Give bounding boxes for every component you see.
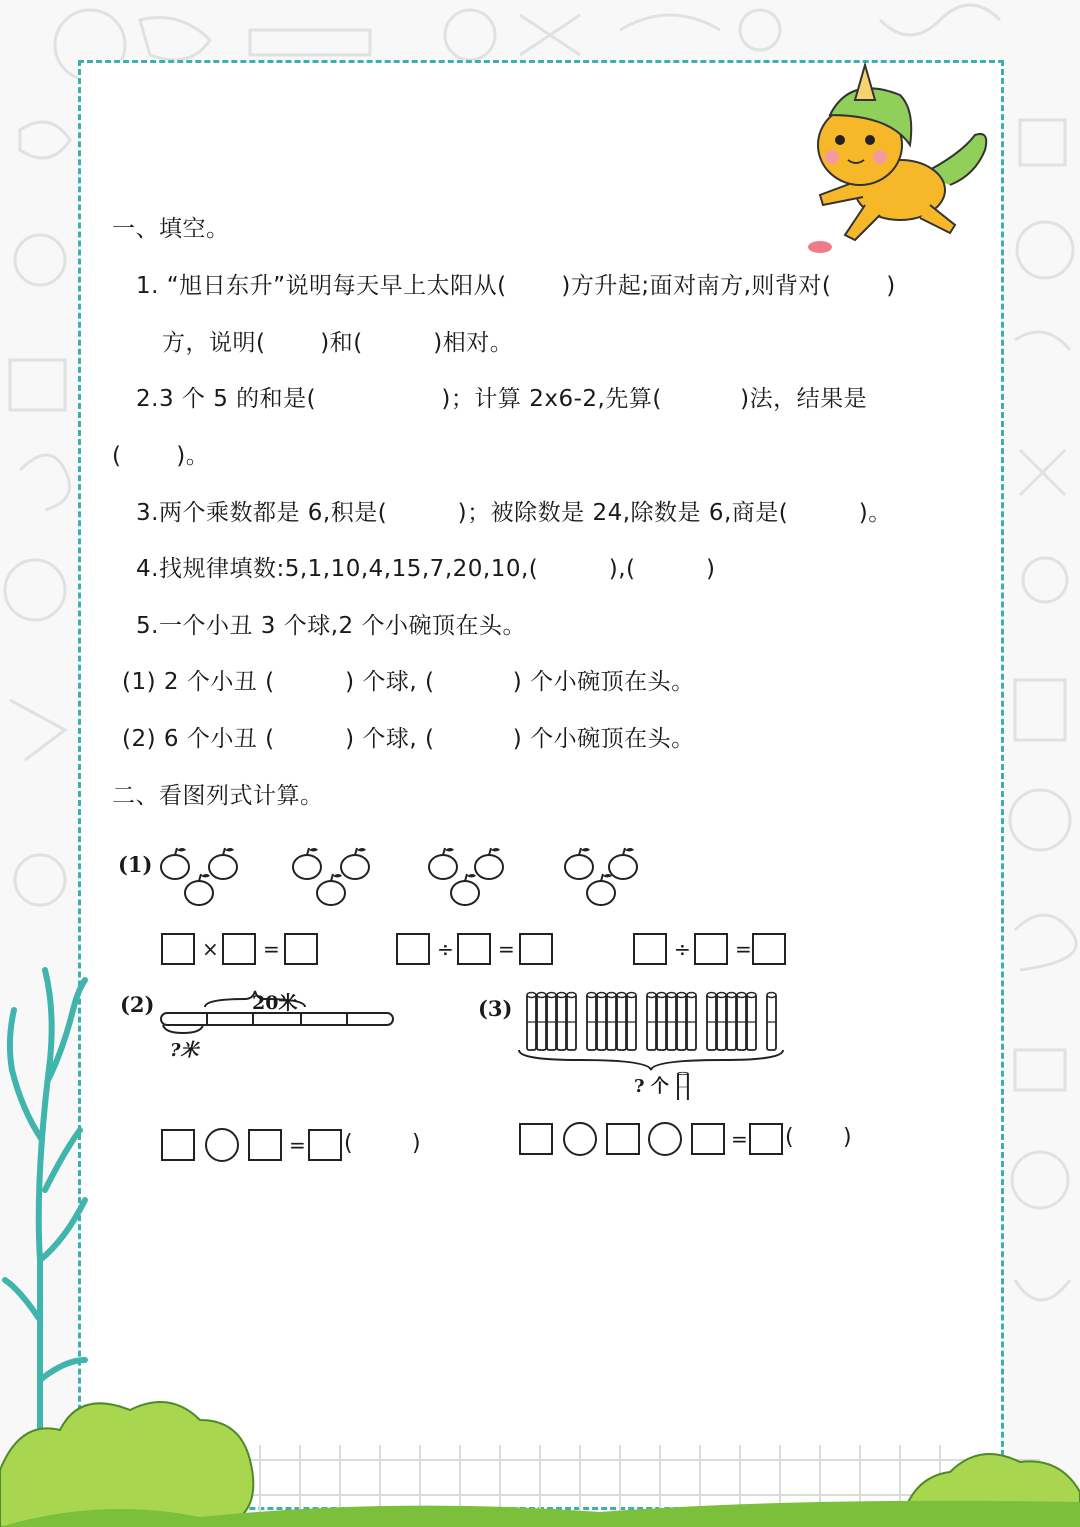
- answer-box[interactable]: [606, 1123, 640, 1155]
- answer-box[interactable]: [519, 1123, 553, 1155]
- equals-sign: =: [498, 937, 515, 961]
- operator-circle[interactable]: [563, 1122, 597, 1156]
- question-3: 3.两个乘数都是 6,积是( )；被除数是 24,除数是 6,商是( )。: [136, 500, 892, 526]
- answer-box[interactable]: [161, 1129, 195, 1161]
- apple-group-3: [429, 848, 503, 905]
- bush-illustration: [0, 1400, 1080, 1527]
- apple-group-1: [161, 848, 237, 905]
- question-2-line2: ( )。: [112, 443, 210, 469]
- question-2-line1: 2.3 个 5 的和是( )；计算 2x6-2,先算( )法，结果是: [136, 386, 868, 412]
- problem-2-label: (2): [120, 992, 155, 1017]
- operator-circle[interactable]: [205, 1128, 239, 1162]
- times-sign: ×: [202, 937, 219, 961]
- apple-groups: [155, 845, 655, 915]
- question-5-part1: (1) 2 个小丑 ( ) 个球, ( ) 个小碗顶在头。: [122, 669, 695, 695]
- equals-sign: =: [289, 1133, 306, 1157]
- question-1-line1: 1. “旭日东升”说明每天早上太阳从( )方升起;面对南方,则背对( ): [136, 273, 896, 299]
- divide-sign: ÷: [674, 937, 691, 961]
- equals-sign: =: [731, 1127, 748, 1151]
- question-1-line2: 方，说明( )和( )相对。: [162, 330, 514, 356]
- answer-box[interactable]: [519, 933, 553, 965]
- apple-group-2: [293, 848, 369, 905]
- answer-box[interactable]: [694, 933, 728, 965]
- equals-sign: =: [735, 937, 752, 961]
- section2-title: 二、看图列式计算。: [112, 783, 324, 809]
- operator-circle[interactable]: [648, 1122, 682, 1156]
- unit-paren-open: (: [785, 1125, 794, 1150]
- answer-box[interactable]: [752, 933, 786, 965]
- unicorn-illustration: [800, 55, 1000, 255]
- answer-box[interactable]: [308, 1129, 342, 1161]
- answer-box[interactable]: [691, 1123, 725, 1155]
- problem-1-label: (1): [118, 852, 153, 877]
- unit-paren-open: (: [344, 1131, 353, 1156]
- segment-part-label: ?米: [170, 1040, 199, 1061]
- section1-title: 一、填空。: [112, 216, 230, 242]
- cylinder-group-4: [707, 993, 756, 1051]
- cylinder-total-label: ? 个: [634, 1076, 669, 1097]
- cylinder-group-3: [647, 993, 696, 1051]
- answer-box[interactable]: [248, 1129, 282, 1161]
- unit-paren-close: ): [412, 1131, 421, 1156]
- equals-sign: =: [263, 937, 280, 961]
- divide-sign: ÷: [437, 937, 454, 961]
- cylinder-group-1: [527, 993, 576, 1051]
- answer-box[interactable]: [284, 933, 318, 965]
- problem-3-label: (3): [478, 996, 513, 1021]
- answer-box[interactable]: [161, 933, 195, 965]
- answer-box[interactable]: [749, 1123, 783, 1155]
- question-5: 5.一个小丑 3 个球,2 个小碗顶在头。: [136, 613, 526, 639]
- segment-total-label: 20米: [252, 992, 298, 1014]
- question-5-part2: (2) 6 个小丑 ( ) 个球, ( ) 个小碗顶在头。: [122, 726, 695, 752]
- answer-box[interactable]: [396, 933, 430, 965]
- answer-box[interactable]: [457, 933, 491, 965]
- question-4: 4.找规律填数:5,1,10,4,15,7,20,10,( ),( ): [136, 556, 716, 582]
- cylinder-group-2: [587, 993, 636, 1051]
- unit-paren-close: ): [843, 1125, 852, 1150]
- cylinder-single: [767, 993, 776, 1051]
- answer-box[interactable]: [633, 933, 667, 965]
- apple-group-4: [565, 848, 637, 905]
- answer-box[interactable]: [222, 933, 256, 965]
